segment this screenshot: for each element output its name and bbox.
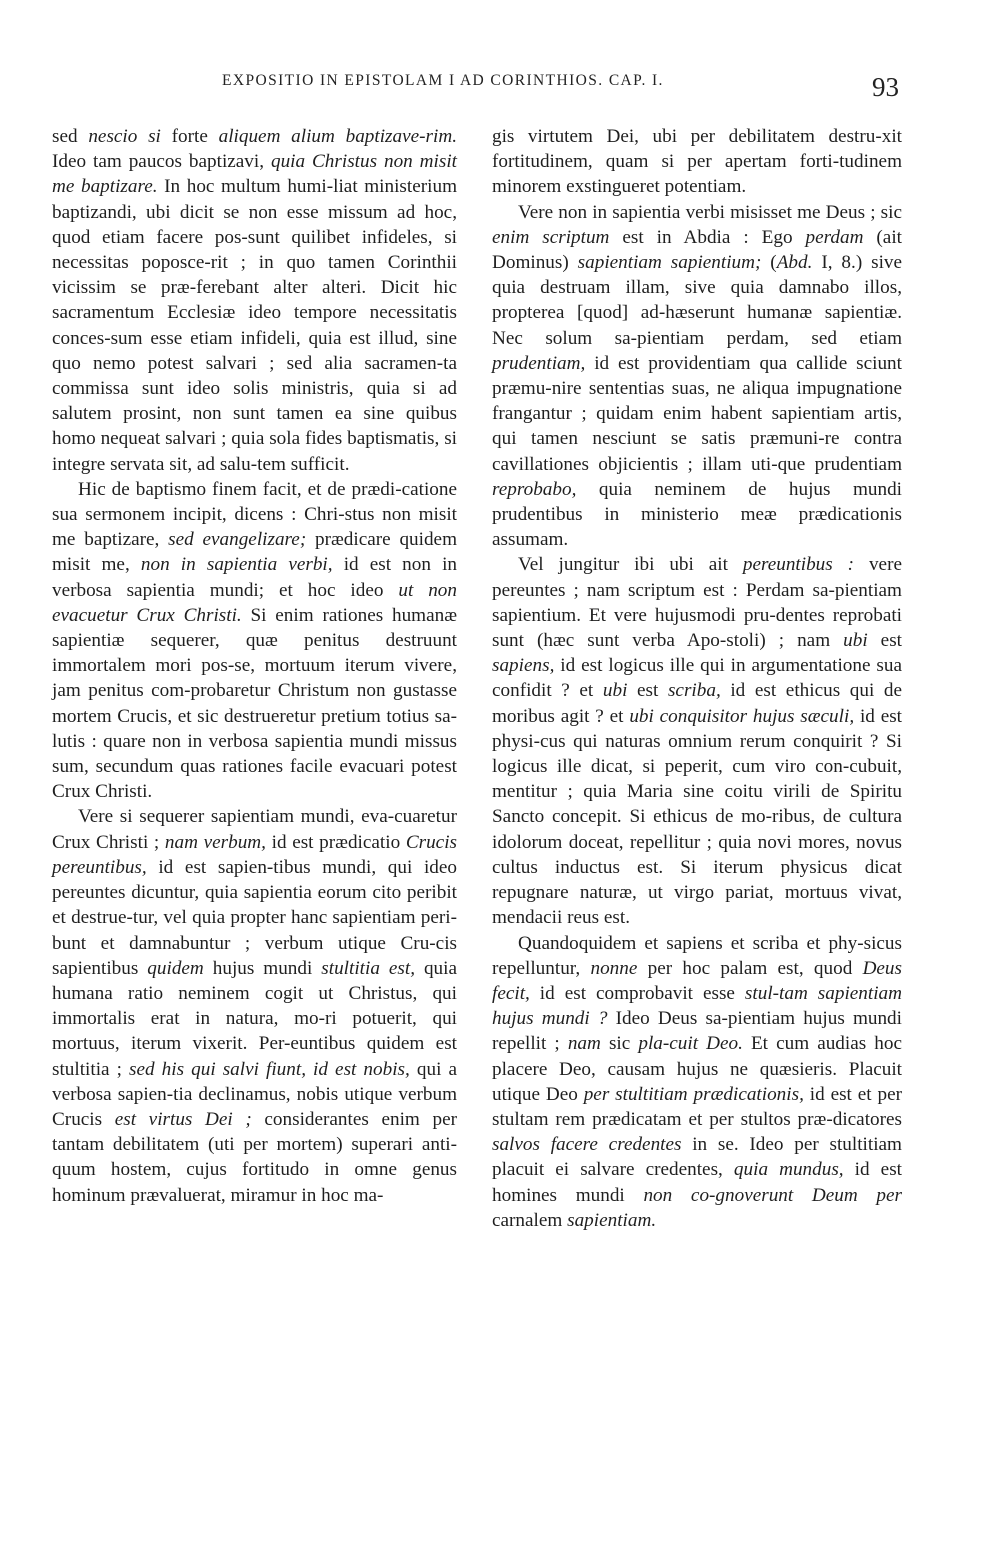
italic-text: scriba, [667,680,721,702]
text-run: Vel jungitur ibi ubi ait [518,554,743,576]
text-run: Et cum audias hoc placere Deo, causam hujus ne quæsieris. Placuit utique Deo [492,1033,902,1105]
text-run: hujus mundi [203,957,322,979]
text-run: Ideo Deus sa-pientiam hujus mundi repellit ; [492,1008,902,1055]
italic-text: non in sapientia verbi, [140,554,333,576]
italic-text: prudentiam, [492,352,586,374]
text-run: id est sapien-tibus mundi, qui ideo pereuntes dicuntur, quia sapientia eorum cito peribit et destrue-tur, vel quia propter hanc sapientiam peri-bunt et damnabuntur ; verbum utique Cru-cis sapientibus [52,856,457,979]
paragraph [492,931,902,1233]
text-run: Ideo tam paucos baptizavi, [52,151,271,173]
text-run: I, 8.) sive quia destruam illam, sive quia damnabo illos, propterea [quod] ad-hæserunt humanæ sapientiæ. Nec solum sa-pientiam perdam, sed etiam [492,252,903,349]
italic-text: sapiens, [492,655,555,677]
text-run: (ait Dominus) [492,226,902,274]
italic-text: stultitia est, [321,957,415,979]
paragraph [492,124,902,200]
text-run: sic [600,1033,639,1055]
italic-text: pla-cuit Deo. [638,1033,743,1055]
italic-text: Crucis pereuntibus, [52,831,458,878]
text-run: est [627,680,668,702]
italic-text: quia mundus, [733,1159,844,1181]
page-number: 93 [872,72,899,102]
text-run: id est homines mundi [492,1159,902,1206]
text-run: id est ethicus qui de moribus agit ? et [492,680,903,727]
italic-text: reprobabo, [492,478,577,500]
italic-text: est virtus Dei ; [114,1108,252,1130]
paragraph [492,552,902,930]
italic-text: ut non evacuetur Crux Christi. [52,579,457,626]
text-run: id est non in verbosa sapientia mundi; et hoc ideo [52,554,458,601]
text-run: quia humana ratio neminem cogit ut Christus, qui immortalis erat in natura, mo-ri potuerit, qui mortuus, iterum vixerit. Per-euntibus quidem est stultitia ; [52,957,457,1080]
text-run: est in Abdia : Ego [609,226,806,248]
text-run: considerantes enim per tantam debilitatem (uti per mortem) superari anti-quum hostem, cujus fortitudo in omne genus hominum prævaluerat, miramur in hoc ma- [52,1108,457,1206]
italic-text: sed evangelizare; [168,529,307,551]
text-run: gis virtutem Dei, ubi per debilitatem destru-xit fortitudinem, quam si per apertam forti-tudinem minorem exstingueret potentiam. [492,126,902,198]
italic-text: aliquem alium baptizave-rim. [218,126,457,147]
text-run: sed [52,126,89,147]
italic-text: Deus fecit, [492,957,902,1004]
italic-text: salvos facere credentes [492,1134,682,1156]
text-run: per hoc palam est, quod [637,957,863,979]
text-run: carnalem [492,1209,568,1231]
text-run: ( [761,252,777,274]
italic-text: nescio si [88,126,161,147]
text-run: id est physi-cus qui naturas omnium rerum conquirit ? Si logicus ille dicat, si peperit, cum viro con-cubuit, mentitur ; quia Maria sine coitu virili de Spiritu Sancto concepit. Si ethicus de mo-ribus, de cultura idolorum doceat, repellitur ; quia novi mores, novus cultus inductus est. Si iterum physicus dicat repugnare naturæ, ut virgo pariat, mortuus vivat, mendacii reus est. [492,705,903,929]
text-run: forte [160,126,219,147]
paragraph [52,804,457,1207]
italic-text: ubi [843,630,868,652]
text-run: id est providentiam qua callide sciunt præmu-nire sententias suas, ne aliqua impugnatione frangantur ; quidam enim habent sapientiam artis, qui tamen nesciunt se satis præmuni-re contra cavillationes objicientis ; illam uti-que prudentiam [492,352,902,475]
text-run: qui a verbosa sapien-tia declinamus, nobis utique verbum Crucis [52,1058,457,1130]
right-text-column [492,124,902,1233]
italic-text: pereuntibus : [742,554,855,576]
text-run: quia neminem de hujus mundi prudentibus in ministerio meæ prædicationis assumam. [492,478,902,551]
italic-text: nam verbum, [164,831,266,853]
italic-text: Abd. [776,252,813,274]
text-run: Si enim rationes humanæ sapientiæ sequerer, quæ penitus destruunt immortalem mori pos-se, mortuum iterum vivere, jam penitus com-probaretur Christum non gustasse mortem Crucis, et sic destrueretur pretium totius sa-lutis : quare non in verbosa sapientia mundi missus sum, secundum quas rationes facile evacuari potest Crux Christi. [52,604,457,803]
paragraph [52,477,457,805]
text-run: Quandoquidem et sapiens et scriba et phy-sicus repelluntur, [492,932,902,979]
italic-text: nonne [590,957,638,979]
italic-text: ubi [602,680,628,702]
italic-text: sed his qui salvi fiunt, id est nobis, [129,1058,410,1080]
paragraph [52,124,457,477]
running-head: EXPOSITIO IN EPISTOLAM I AD CORINTHIOS. CAP. I. [222,72,664,89]
text-run: in se. Ideo per stultitiam placuit ei salvare credentes, [492,1134,902,1181]
left-text-column [52,124,457,1208]
italic-text: per stultitiam prædicationis, [583,1083,804,1105]
italic-text: ubi conquisitor hujus sæculi, [629,705,855,727]
text-run: id est comprobavit esse [529,982,745,1004]
text-run: Hic de baptismo finem facit, et de prædi-catione sua sermonem incipit, dicens : Chri-stus non misit me baptizare, [52,478,457,551]
italic-text: sapientiam sapientium; [577,252,762,274]
italic-text: quidem [147,957,204,979]
text-run: id est prædicatio [265,831,406,853]
text-run: Vere non in sapientia verbi misisset me Deus ; sic [518,201,902,223]
text-run: id est logicus ille qui in argumentatione sua confidit ? et [492,655,902,702]
italic-text: stul-tam sapientiam hujus mundi ? [492,982,903,1030]
text-run: Vere si sequerer sapientiam mundi, eva-cuaretur Crux Christi ; [52,806,457,853]
italic-text: perdam [805,226,864,248]
italic-text: quia Christus non misit me baptizare. [52,151,457,198]
text-run: prædicare quidem misit me, [52,529,457,576]
text-run: In hoc multum humi-liat ministerium baptizandi, ubi dicit se non esse missum ad hoc, quod etiam facere pos-sunt quilibet infideles, si necessitas poposce-rit ; in quo tamen Corinthii vicissim se præ-ferebant alter alteri. Dicit hic sacramentum Ecclesiæ ideo tempore necessitatis conces-sum esse etiam infideli, quia est illud, sine quo nemo potest salvari ; sed alia sacramen-ta commissa sunt ideo solis ministris, quia si ad salutem prosint, non sunt tamen ea sine quibus homo nequeat salvari ; quia sola fides baptismatis, si integre servata sit, ad salu-tem sufficit. [52,176,457,475]
italic-text: sapientiam. [567,1209,657,1231]
italic-text: nam [567,1033,601,1055]
italic-text: non co-gnoverunt Deum per [643,1184,903,1206]
italic-text: enim scriptum [492,226,610,248]
text-run: id est et per stultam rem prædicatam et per stultos præ-dicatores [492,1083,902,1130]
paragraph [492,200,902,553]
text-run: vere pereuntes ; nam scriptum est : Perdam sa-pientiam sapientium. Et vere hujusmodi pru-dentes reprobati sunt (hæc sunt verba Apo-stoli) ; nam [492,554,902,652]
text-run: est [867,630,902,652]
